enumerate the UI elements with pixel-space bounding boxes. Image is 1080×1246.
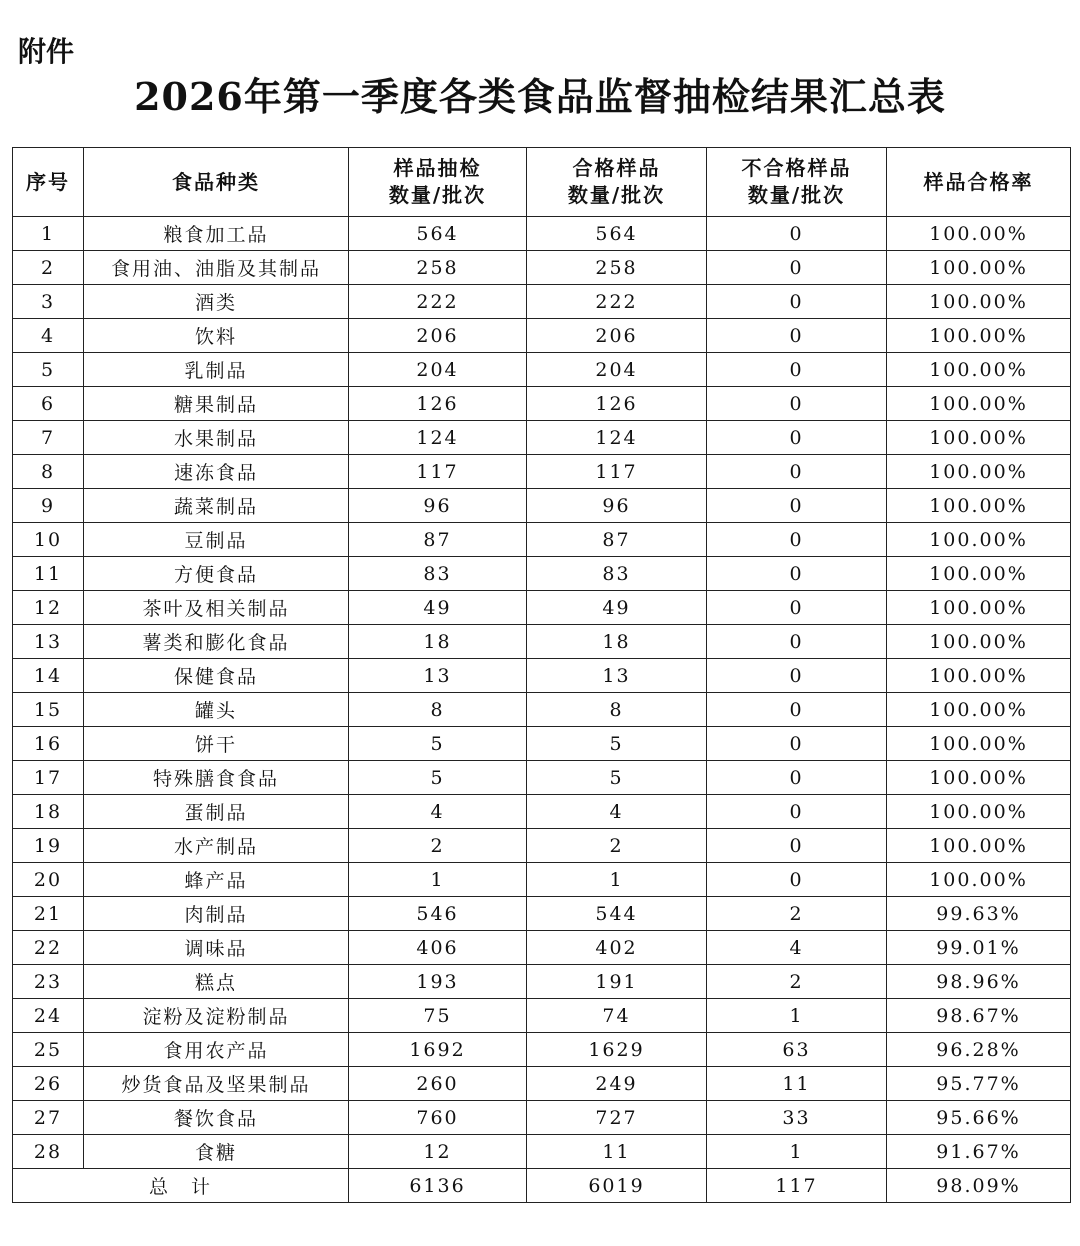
header-sampled-line1: 样品抽检 (393, 156, 482, 180)
cell-sampled: 49 (349, 591, 527, 625)
cell-rate: 100.00% (887, 217, 1071, 251)
cell-rate: 100.00% (887, 693, 1071, 727)
cell-sampled: 4 (349, 795, 527, 829)
cell-sampled: 75 (349, 999, 527, 1033)
cell-rate: 98.96% (887, 965, 1071, 999)
cell-unqualified: 33 (707, 1101, 887, 1135)
cell-category: 酒类 (84, 285, 349, 319)
cell-index: 13 (13, 625, 84, 659)
table-row (13, 387, 1071, 421)
cell-qualified: 124 (527, 421, 707, 455)
total-label: 总 计 (13, 1169, 349, 1203)
cell-category: 速冻食品 (84, 455, 349, 489)
table-row (13, 625, 1071, 659)
table-row (13, 489, 1071, 523)
cell-index: 28 (13, 1135, 84, 1169)
cell-sampled: 126 (349, 387, 527, 421)
cell-sampled: 546 (349, 897, 527, 931)
cell-unqualified: 11 (707, 1067, 887, 1101)
cell-unqualified: 0 (707, 829, 887, 863)
cell-qualified: 191 (527, 965, 707, 999)
table-row (13, 897, 1071, 931)
cell-category: 炒货食品及坚果制品 (84, 1067, 349, 1101)
cell-index: 17 (13, 761, 84, 795)
cell-index: 16 (13, 727, 84, 761)
cell-rate: 100.00% (887, 829, 1071, 863)
cell-sampled: 83 (349, 557, 527, 591)
cell-category: 肉制品 (84, 897, 349, 931)
table-row (13, 251, 1071, 285)
cell-index: 11 (13, 557, 84, 591)
cell-index: 4 (13, 319, 84, 353)
cell-qualified: 402 (527, 931, 707, 965)
cell-qualified: 13 (527, 659, 707, 693)
cell-rate: 100.00% (887, 353, 1071, 387)
table-row (13, 727, 1071, 761)
total-rate: 98.09% (887, 1169, 1071, 1203)
cell-unqualified: 0 (707, 523, 887, 557)
cell-rate: 100.00% (887, 523, 1071, 557)
cell-qualified: 222 (527, 285, 707, 319)
cell-unqualified: 0 (707, 387, 887, 421)
cell-index: 19 (13, 829, 84, 863)
cell-category: 糖果制品 (84, 387, 349, 421)
cell-qualified: 87 (527, 523, 707, 557)
cell-unqualified: 1 (707, 999, 887, 1033)
cell-index: 2 (13, 251, 84, 285)
cell-rate: 100.00% (887, 285, 1071, 319)
cell-rate: 100.00% (887, 659, 1071, 693)
cell-category: 水果制品 (84, 421, 349, 455)
cell-rate: 100.00% (887, 319, 1071, 353)
cell-index: 26 (13, 1067, 84, 1101)
table-body (13, 217, 1071, 1169)
table-row (13, 557, 1071, 591)
cell-unqualified: 0 (707, 251, 887, 285)
total-unqualified: 117 (707, 1169, 887, 1203)
cell-unqualified: 0 (707, 625, 887, 659)
cell-category: 蜂产品 (84, 863, 349, 897)
cell-category: 特殊膳食食品 (84, 761, 349, 795)
total-qualified: 6019 (527, 1169, 707, 1203)
cell-qualified: 1 (527, 863, 707, 897)
cell-unqualified: 0 (707, 693, 887, 727)
cell-qualified: 1629 (527, 1033, 707, 1067)
cell-rate: 100.00% (887, 625, 1071, 659)
cell-unqualified: 0 (707, 353, 887, 387)
cell-sampled: 222 (349, 285, 527, 319)
cell-sampled: 260 (349, 1067, 527, 1101)
cell-sampled: 193 (349, 965, 527, 999)
cell-unqualified: 0 (707, 455, 887, 489)
table-row (13, 965, 1071, 999)
cell-rate: 100.00% (887, 591, 1071, 625)
table-row (13, 353, 1071, 387)
header-unqualified (707, 148, 887, 217)
cell-qualified: 5 (527, 761, 707, 795)
cell-qualified: 49 (527, 591, 707, 625)
cell-unqualified: 1 (707, 1135, 887, 1169)
cell-unqualified: 0 (707, 591, 887, 625)
cell-sampled: 87 (349, 523, 527, 557)
cell-rate: 100.00% (887, 455, 1071, 489)
cell-category: 茶叶及相关制品 (84, 591, 349, 625)
table-row (13, 217, 1071, 251)
cell-qualified: 11 (527, 1135, 707, 1169)
total-row (13, 1169, 1071, 1203)
cell-unqualified: 4 (707, 931, 887, 965)
cell-index: 12 (13, 591, 84, 625)
table-row (13, 829, 1071, 863)
cell-rate: 100.00% (887, 251, 1071, 285)
cell-category: 乳制品 (84, 353, 349, 387)
header-category: 食品种类 (84, 148, 349, 217)
cell-index: 27 (13, 1101, 84, 1135)
cell-index: 3 (13, 285, 84, 319)
cell-unqualified: 0 (707, 285, 887, 319)
header-unqualified-line2: 数量/批次 (747, 183, 846, 207)
cell-unqualified: 2 (707, 965, 887, 999)
cell-rate: 96.28% (887, 1033, 1071, 1067)
cell-qualified: 83 (527, 557, 707, 591)
table-row (13, 421, 1071, 455)
cell-index: 9 (13, 489, 84, 523)
cell-rate: 95.77% (887, 1067, 1071, 1101)
cell-unqualified: 0 (707, 761, 887, 795)
table-row (13, 761, 1071, 795)
cell-rate: 100.00% (887, 557, 1071, 591)
cell-sampled: 204 (349, 353, 527, 387)
cell-sampled: 2 (349, 829, 527, 863)
header-rate: 样品合格率 (887, 148, 1071, 217)
cell-category: 饼干 (84, 727, 349, 761)
cell-unqualified: 0 (707, 421, 887, 455)
table-row (13, 659, 1071, 693)
cell-qualified: 727 (527, 1101, 707, 1135)
cell-qualified: 8 (527, 693, 707, 727)
cell-qualified: 18 (527, 625, 707, 659)
table-row (13, 1033, 1071, 1067)
cell-qualified: 74 (527, 999, 707, 1033)
table-row (13, 863, 1071, 897)
table-row (13, 523, 1071, 557)
cell-rate: 99.01% (887, 931, 1071, 965)
total-sampled: 6136 (349, 1169, 527, 1203)
cell-rate: 100.00% (887, 727, 1071, 761)
cell-index: 10 (13, 523, 84, 557)
cell-rate: 100.00% (887, 387, 1071, 421)
cell-sampled: 1692 (349, 1033, 527, 1067)
cell-category: 食用农产品 (84, 1033, 349, 1067)
cell-index: 25 (13, 1033, 84, 1067)
cell-category: 罐头 (84, 693, 349, 727)
cell-index: 8 (13, 455, 84, 489)
cell-category: 餐饮食品 (84, 1101, 349, 1135)
cell-rate: 100.00% (887, 489, 1071, 523)
cell-category: 豆制品 (84, 523, 349, 557)
table-row (13, 285, 1071, 319)
header-qualified (527, 148, 707, 217)
cell-qualified: 249 (527, 1067, 707, 1101)
cell-index: 20 (13, 863, 84, 897)
cell-rate: 98.67% (887, 999, 1071, 1033)
cell-unqualified: 63 (707, 1033, 887, 1067)
cell-category: 食糖 (84, 1135, 349, 1169)
cell-category: 调味品 (84, 931, 349, 965)
cell-index: 18 (13, 795, 84, 829)
table-row (13, 999, 1071, 1033)
cell-qualified: 206 (527, 319, 707, 353)
cell-sampled: 12 (349, 1135, 527, 1169)
cell-unqualified: 0 (707, 863, 887, 897)
header-sampled-line2: 数量/批次 (388, 183, 487, 207)
cell-qualified: 204 (527, 353, 707, 387)
cell-unqualified: 2 (707, 897, 887, 931)
cell-qualified: 2 (527, 829, 707, 863)
cell-sampled: 5 (349, 727, 527, 761)
cell-unqualified: 0 (707, 319, 887, 353)
cell-rate: 100.00% (887, 761, 1071, 795)
cell-sampled: 18 (349, 625, 527, 659)
cell-qualified: 258 (527, 251, 707, 285)
cell-index: 15 (13, 693, 84, 727)
cell-category: 蛋制品 (84, 795, 349, 829)
cell-unqualified: 0 (707, 727, 887, 761)
cell-sampled: 564 (349, 217, 527, 251)
cell-category: 薯类和膨化食品 (84, 625, 349, 659)
page-title: 2026年第一季度各类食品监督抽检结果汇总表 (134, 74, 946, 119)
header-unqualified-line1: 不合格样品 (741, 156, 852, 180)
cell-rate: 100.00% (887, 863, 1071, 897)
table-row (13, 455, 1071, 489)
cell-sampled: 5 (349, 761, 527, 795)
cell-qualified: 96 (527, 489, 707, 523)
cell-qualified: 4 (527, 795, 707, 829)
cell-sampled: 117 (349, 455, 527, 489)
table-row (13, 319, 1071, 353)
cell-category: 食用油、油脂及其制品 (84, 251, 349, 285)
cell-category: 水产制品 (84, 829, 349, 863)
cell-unqualified: 0 (707, 557, 887, 591)
table-row (13, 591, 1071, 625)
cell-qualified: 5 (527, 727, 707, 761)
cell-qualified: 126 (527, 387, 707, 421)
cell-rate: 99.63% (887, 897, 1071, 931)
cell-index: 23 (13, 965, 84, 999)
cell-index: 5 (13, 353, 84, 387)
cell-category: 蔬菜制品 (84, 489, 349, 523)
cell-rate: 95.66% (887, 1101, 1071, 1135)
cell-qualified: 564 (527, 217, 707, 251)
cell-sampled: 206 (349, 319, 527, 353)
cell-index: 24 (13, 999, 84, 1033)
header-qualified-line2: 数量/批次 (567, 183, 666, 207)
cell-index: 21 (13, 897, 84, 931)
cell-sampled: 13 (349, 659, 527, 693)
header-index: 序号 (13, 148, 84, 217)
cell-sampled: 96 (349, 489, 527, 523)
cell-sampled: 1 (349, 863, 527, 897)
cell-unqualified: 0 (707, 489, 887, 523)
cell-index: 14 (13, 659, 84, 693)
table-row (13, 1101, 1071, 1135)
table-row (13, 693, 1071, 727)
cell-index: 6 (13, 387, 84, 421)
cell-rate: 100.00% (887, 421, 1071, 455)
cell-sampled: 406 (349, 931, 527, 965)
cell-qualified: 117 (527, 455, 707, 489)
attachment-label: 附件 (18, 35, 75, 68)
table-row (13, 795, 1071, 829)
header-qualified-line1: 合格样品 (572, 156, 661, 180)
cell-rate: 100.00% (887, 795, 1071, 829)
cell-rate: 91.67% (887, 1135, 1071, 1169)
cell-sampled: 258 (349, 251, 527, 285)
cell-unqualified: 0 (707, 217, 887, 251)
cell-category: 饮料 (84, 319, 349, 353)
cell-index: 7 (13, 421, 84, 455)
cell-qualified: 544 (527, 897, 707, 931)
cell-category: 粮食加工品 (84, 217, 349, 251)
cell-index: 1 (13, 217, 84, 251)
cell-sampled: 8 (349, 693, 527, 727)
cell-category: 方便食品 (84, 557, 349, 591)
header-row (13, 148, 1071, 217)
cell-category: 糕点 (84, 965, 349, 999)
table-row (13, 931, 1071, 965)
cell-category: 保健食品 (84, 659, 349, 693)
header-sampled (349, 148, 527, 217)
inspection-summary-table (12, 147, 1071, 1203)
cell-category: 淀粉及淀粉制品 (84, 999, 349, 1033)
cell-unqualified: 0 (707, 659, 887, 693)
cell-unqualified: 0 (707, 795, 887, 829)
table-row (13, 1135, 1071, 1169)
cell-sampled: 124 (349, 421, 527, 455)
cell-index: 22 (13, 931, 84, 965)
cell-sampled: 760 (349, 1101, 527, 1135)
table-row (13, 1067, 1071, 1101)
